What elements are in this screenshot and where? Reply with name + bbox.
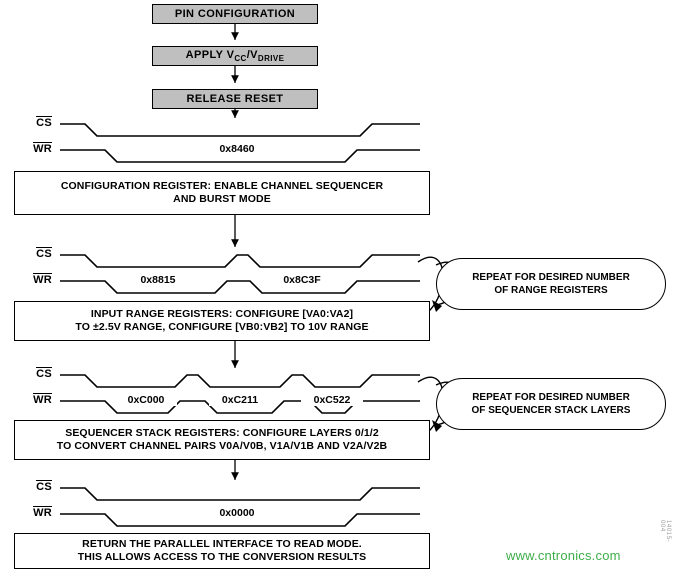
description-line: TO CONVERT CHANNEL PAIRS V0A/V0B, V1A/V1B AND V2A/V2B — [56, 440, 388, 452]
signal-label-cs — [16, 116, 52, 129]
description-line: AND BURST MODE — [173, 193, 271, 205]
bubble-line: OF RANGE REGISTERS — [494, 285, 608, 296]
description-sequencer-stack-registers — [14, 420, 430, 460]
signal-label-wr — [16, 273, 52, 286]
repeat-bubble-sequencer-stack-layers — [436, 378, 666, 430]
cs-text: CS — [36, 117, 52, 129]
signal-label-cs — [16, 367, 52, 380]
bubble-line: OF SEQUENCER STACK LAYERS — [471, 405, 631, 416]
signal-label-cs — [16, 480, 52, 493]
flow-step-label: RELEASE RESET — [186, 93, 284, 105]
wr-text: WR — [33, 507, 52, 519]
description-return-read-mode — [14, 533, 430, 569]
signal-label-wr — [16, 142, 52, 155]
bus-word-label: 0x8460 — [190, 143, 284, 155]
apply-text: APPLY V — [185, 48, 235, 61]
description-line: TO ±2.5V RANGE, CONFIGURE [VB0:VB2] TO 10V RANGE — [75, 321, 369, 333]
repeat-bubble-range-registers — [436, 258, 666, 310]
vcc-subscript: CC — [234, 54, 247, 64]
bus-word-label: 0xC522 — [301, 394, 363, 406]
bus-word-label: 0xC000 — [115, 394, 177, 406]
slash-v-text: /V — [246, 48, 258, 61]
signal-label-wr — [16, 393, 52, 406]
signal-label-wr — [16, 506, 52, 519]
bus-word-label: 0x8815 — [124, 274, 192, 286]
watermark-text: www.cntronics.com — [506, 548, 621, 563]
wr-text: WR — [33, 394, 52, 406]
bubble-line: REPEAT FOR DESIRED NUMBER — [472, 392, 630, 403]
signal-label-cs — [16, 247, 52, 260]
cs-text: CS — [36, 481, 52, 493]
bus-word-label: 0x0000 — [190, 507, 284, 519]
bus-word-label: 0x8C3F — [268, 274, 336, 286]
description-line: CONFIGURATION REGISTER: ENABLE CHANNEL SEQUENCER — [60, 179, 384, 192]
description-line: RETURN THE PARALLEL INTERFACE TO READ MODE. — [82, 537, 362, 550]
wr-text: WR — [33, 274, 52, 286]
description-line: SEQUENCER STACK REGISTERS: CONFIGURE LAYERS 0/1/2 — [65, 426, 379, 439]
description-config-register — [14, 171, 430, 215]
cs-text: CS — [36, 368, 52, 380]
description-input-range-registers — [14, 301, 430, 341]
bubble-line: REPEAT FOR DESIRED NUMBER — [472, 272, 630, 283]
bus-word-label: 0xC211 — [209, 394, 271, 406]
cs-text: CS — [36, 248, 52, 260]
vdrive-subscript: DRIVE — [257, 54, 285, 64]
flow-step-label: PIN CONFIGURATION — [174, 8, 296, 20]
description-line: INPUT RANGE REGISTERS: CONFIGURE [VA0:VA2] — [90, 307, 354, 320]
wr-text: WR — [33, 143, 52, 155]
figure-code: 14015-004 — [659, 520, 671, 543]
description-line: THIS ALLOWS ACCESS TO THE CONVERSION RESULTS — [77, 551, 367, 563]
